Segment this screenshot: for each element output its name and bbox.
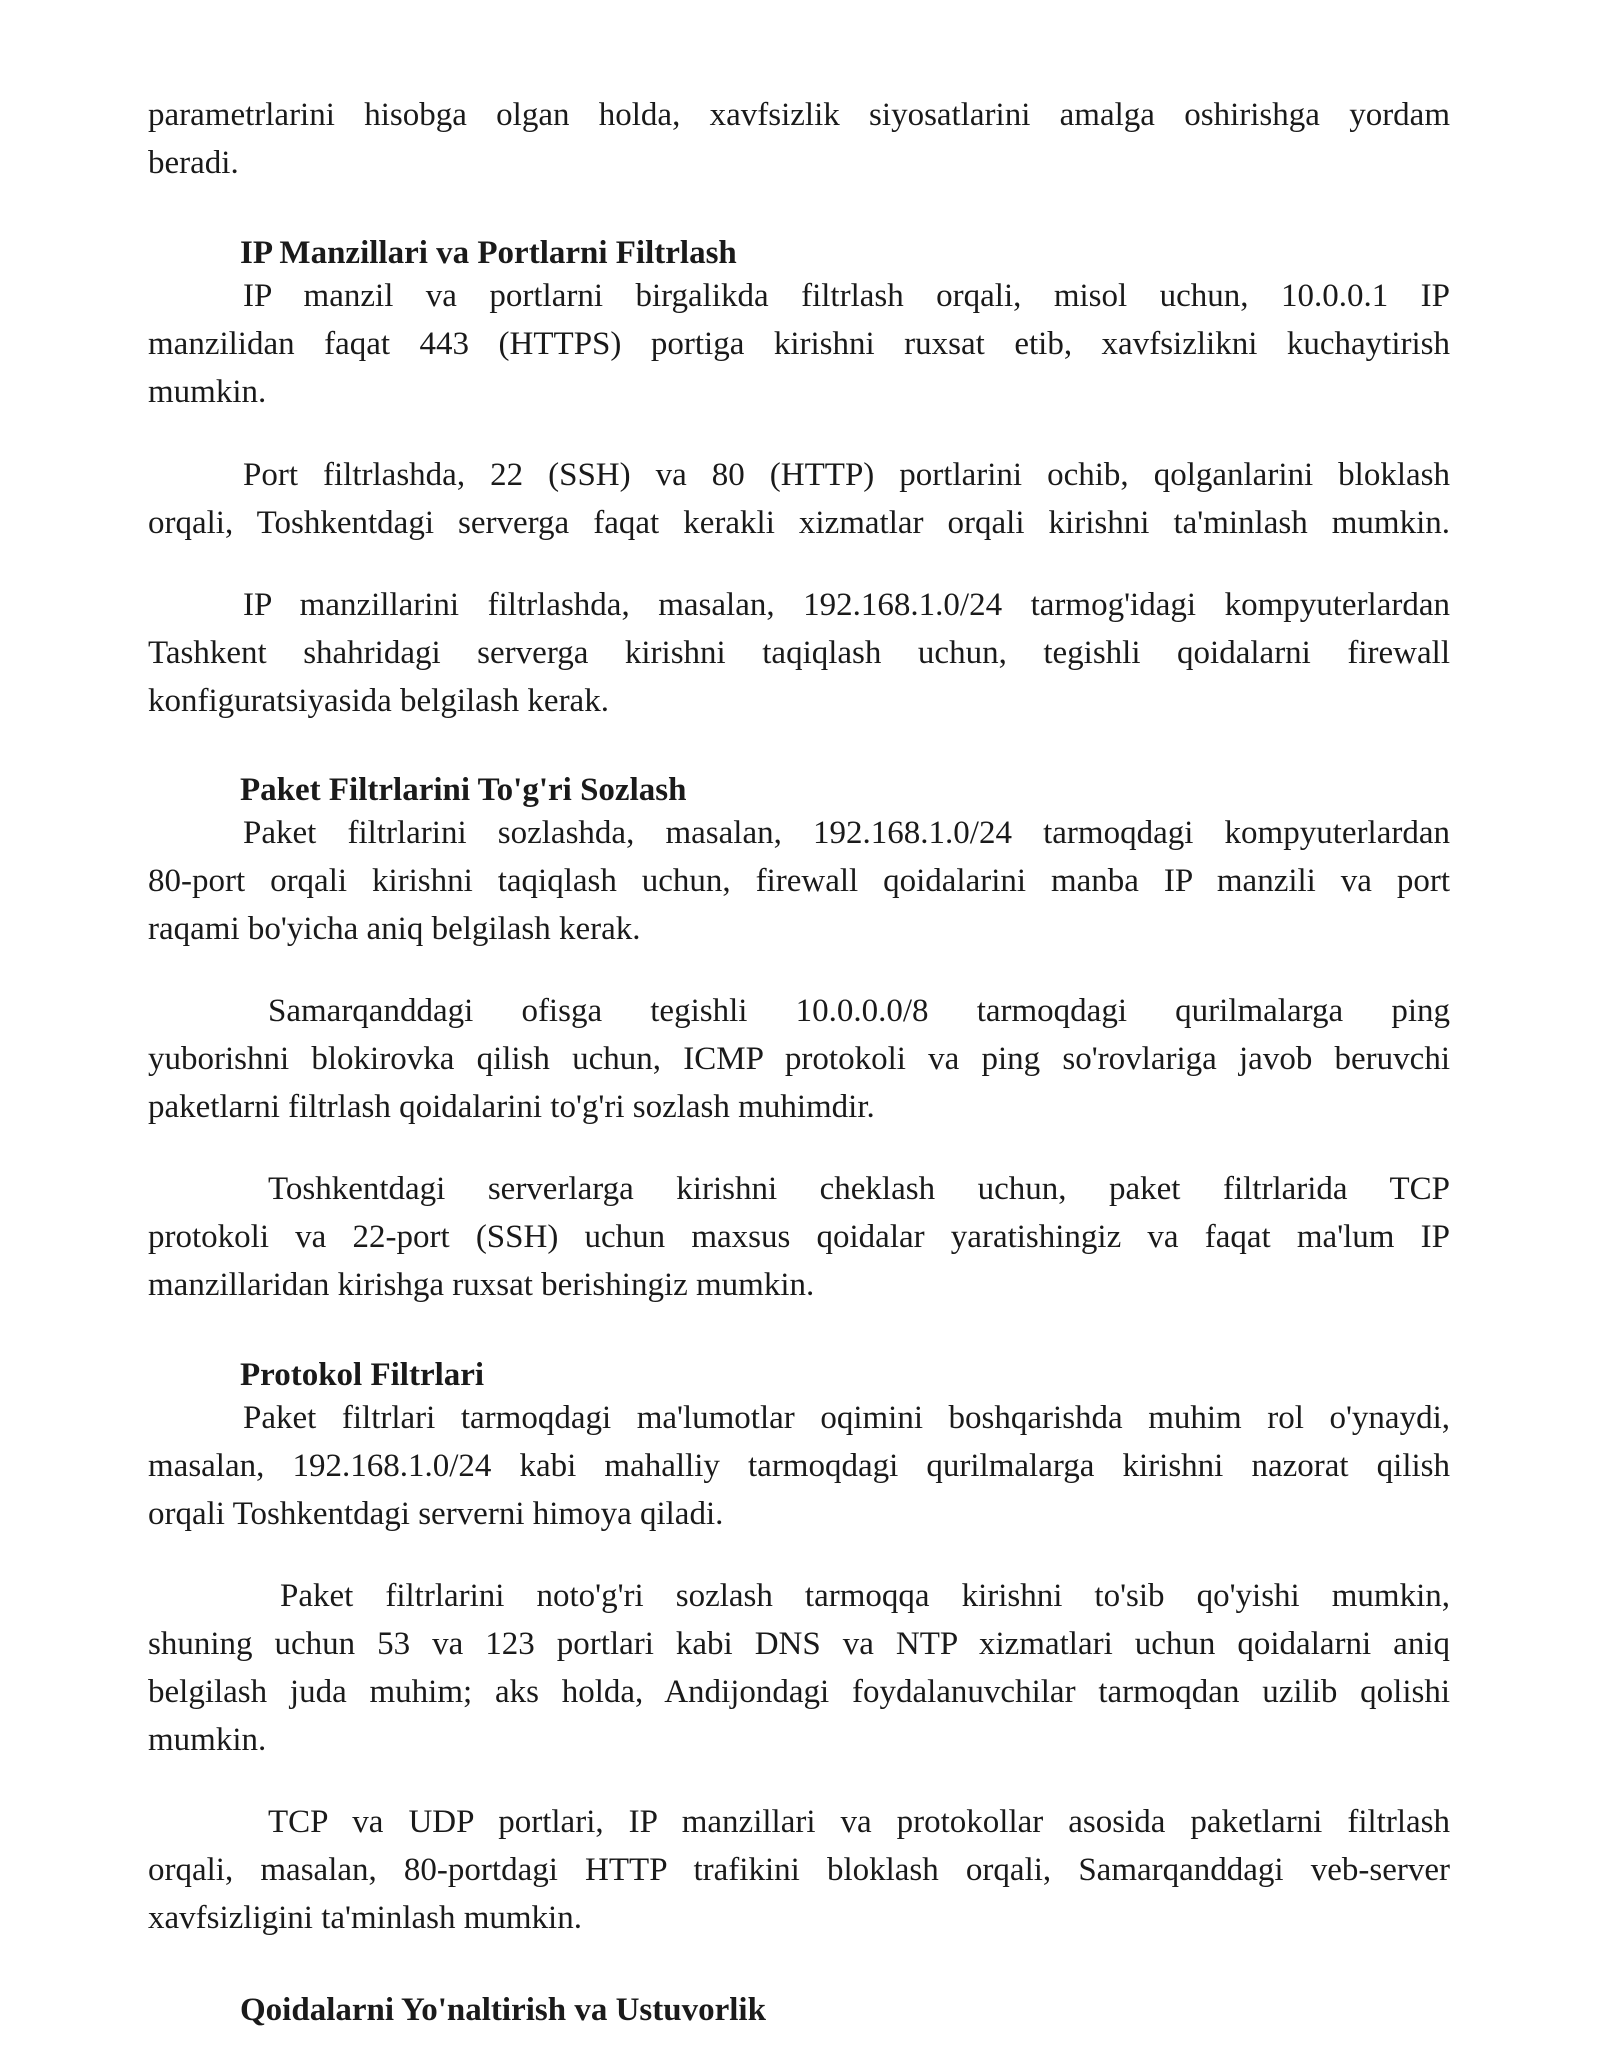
packet-paragraph-2-line-2: yuborishni blokirovka qilish uchun, ICMP protokoli va ping so'rovlariga javob beruvchi — [148, 1041, 1450, 1077]
ip-paragraph-1-line-3: mumkin. — [148, 374, 267, 410]
packet-paragraph-1-line-2: 80-port orqali kirishni taqiqlash uchun, firewall qoidalarini manba IP manzili va port — [148, 863, 1450, 899]
heading-rule-routing-priority: Qoidalarni Yo'naltirish va Ustuvorlik — [240, 1992, 766, 2028]
packet-paragraph-1-line-1: Paket filtrlarini sozlashda, masalan, 192.168.1.0/24 tarmoqdagi kompyuterlardan — [243, 815, 1450, 851]
intro-line-2: beradi. — [148, 145, 239, 181]
heading-packet-filters: Paket Filtrlarini To'g'ri Sozlash — [240, 772, 687, 808]
packet-paragraph-1-line-3: raqami bo'yicha aniq belgilash kerak. — [148, 911, 641, 947]
packet-paragraph-2-line-1: Samarqanddagi ofisga tegishli 10.0.0.0/8 tarmoqdagi qurilmalarga ping — [268, 993, 1450, 1029]
protocol-paragraph-3-line-1: TCP va UDP portlari, IP manzillari va protokollar asosida paketlarni filtrlash — [268, 1804, 1450, 1840]
protocol-paragraph-2-line-2: shuning uchun 53 va 123 portlari kabi DNS va NTP xizmatlari uchun qoidalarni aniq — [148, 1626, 1450, 1662]
protocol-paragraph-2-line-1: Paket filtrlarini noto'g'ri sozlash tarmoqqa kirishni to'sib qo'yishi mumkin, — [280, 1578, 1450, 1614]
protocol-paragraph-2-line-3: belgilash juda muhim; aks holda, Andijondagi foydalanuvchilar tarmoqdan uzilib qolishi — [148, 1674, 1450, 1710]
protocol-paragraph-1-line-2: masalan, 192.168.1.0/24 kabi mahalliy tarmoqdagi qurilmalarga kirishni nazorat qilish — [148, 1448, 1450, 1484]
protocol-paragraph-1-line-3: orqali Toshkentdagi serverni himoya qiladi. — [148, 1496, 724, 1532]
protocol-paragraph-3-line-2: orqali, masalan, 80-portdagi HTTP trafikini bloklash orqali, Samarqanddagi veb-server — [148, 1852, 1450, 1888]
ip-paragraph-3-line-3: konfiguratsiyasida belgilash kerak. — [148, 683, 609, 719]
intro-line-1: parametrlarini hisobga olgan holda, xavfsizlik siyosatlarini amalga oshirishga yordam — [148, 97, 1450, 133]
ip-paragraph-2-line-1: Port filtrlashda, 22 (SSH) va 80 (HTTP) portlarini ochib, qolganlarini bloklash — [243, 457, 1450, 493]
ip-paragraph-1-line-1: IP manzil va portlarni birgalikda filtrlash orqali, misol uchun, 10.0.0.1 IP — [243, 278, 1450, 314]
ip-paragraph-1-line-2: manzilidan faqat 443 (HTTPS) portiga kirishni ruxsat etib, xavfsizlikni kuchaytirish — [148, 326, 1450, 362]
packet-paragraph-2-line-3: paketlarni filtrlash qoidalarini to'g'ri sozlash muhimdir. — [148, 1089, 875, 1125]
protocol-paragraph-3-line-3: xavfsizligini ta'minlash mumkin. — [148, 1900, 582, 1936]
protocol-paragraph-1-line-1: Paket filtrlari tarmoqdagi ma'lumotlar oqimini boshqarishda muhim rol o'ynaydi, — [243, 1400, 1450, 1436]
packet-paragraph-3-line-3: manzillaridan kirishga ruxsat berishingiz mumkin. — [148, 1267, 815, 1303]
heading-ip-filtering: IP Manzillari va Portlarni Filtrlash — [240, 235, 737, 271]
protocol-paragraph-2-line-4: mumkin. — [148, 1722, 267, 1758]
ip-paragraph-3-line-1: IP manzillarini filtrlashda, masalan, 192.168.1.0/24 tarmog'idagi kompyuterlardan — [243, 587, 1450, 623]
heading-protocol-filters: Protokol Filtrlari — [240, 1357, 485, 1393]
ip-paragraph-3-line-2: Tashkent shahridagi serverga kirishni taqiqlash uchun, tegishli qoidalarni firewall — [148, 635, 1450, 671]
packet-paragraph-3-line-1: Toshkentdagi serverlarga kirishni cheklash uchun, paket filtrlarida TCP — [268, 1171, 1450, 1207]
packet-paragraph-3-line-2: protokoli va 22-port (SSH) uchun maxsus qoidalar yaratishingiz va faqat ma'lum IP — [148, 1219, 1450, 1255]
ip-paragraph-2-line-2: orqali, Toshkentdagi serverga faqat kerakli xizmatlar orqali kirishni ta'minlash mumkin. — [148, 505, 1450, 541]
